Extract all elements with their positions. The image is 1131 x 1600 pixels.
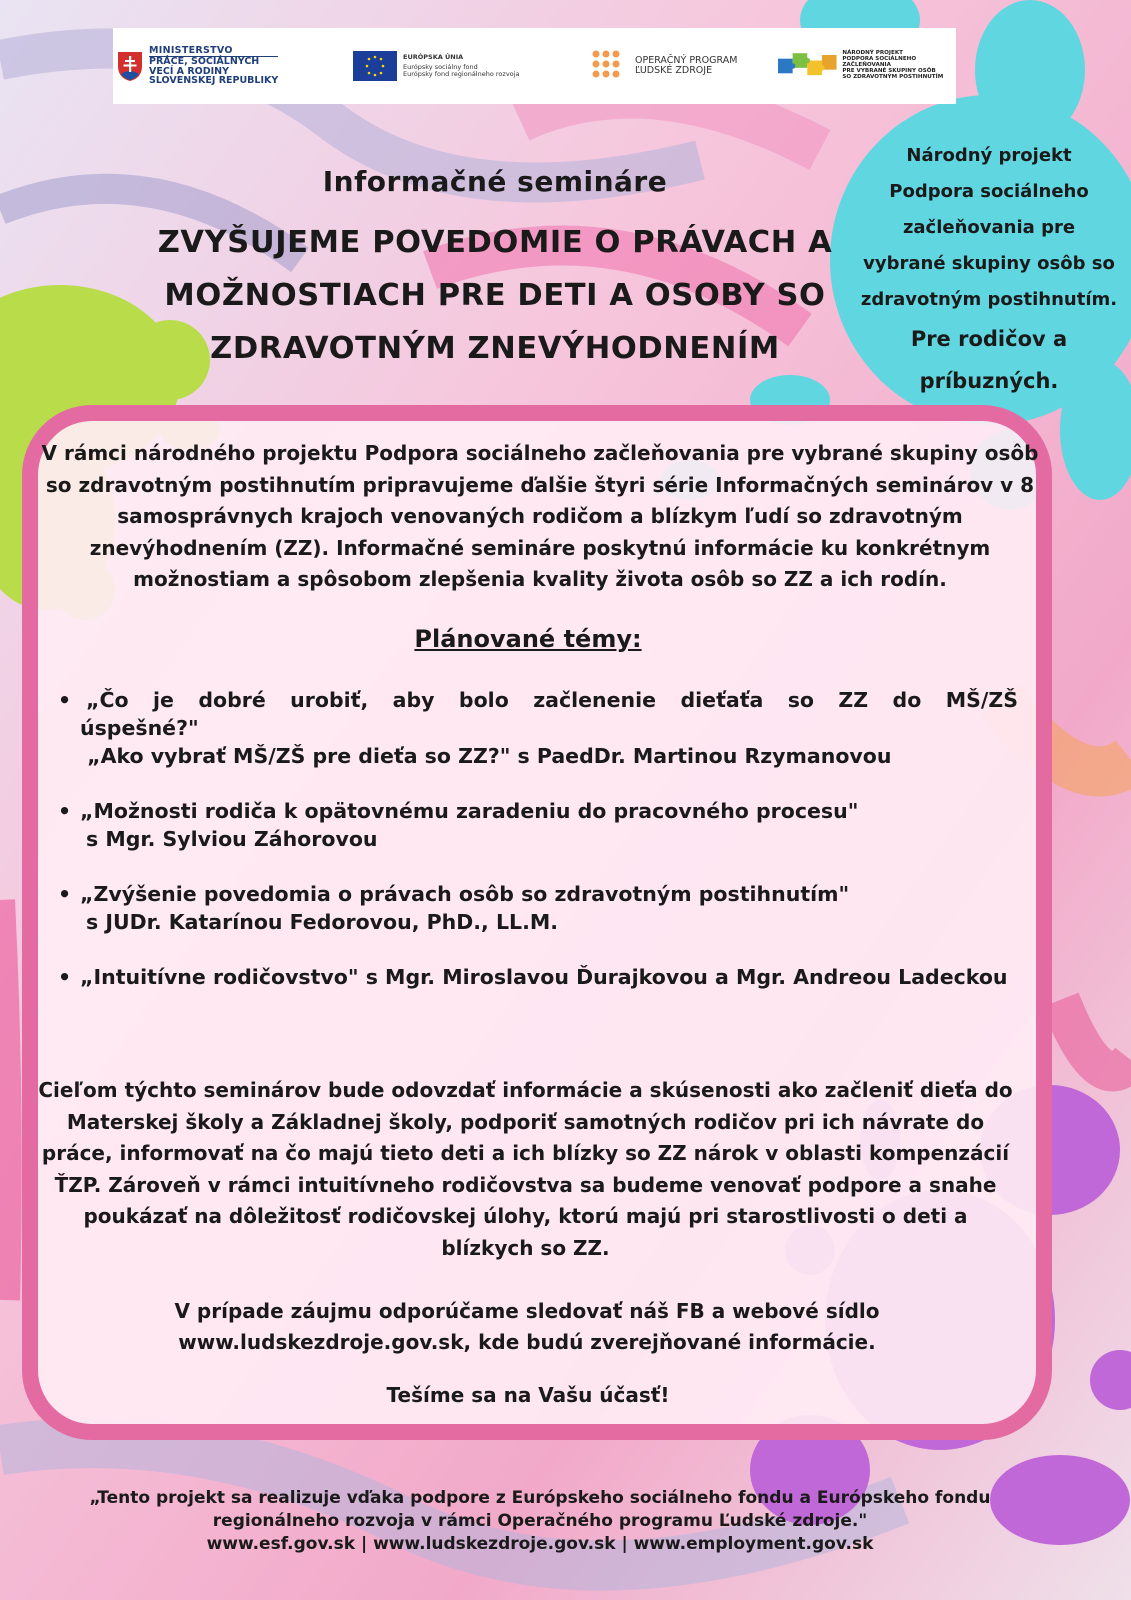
logo-line: NÁRODNÝ PROJEKT: [842, 50, 903, 57]
note-line: Národný projekt: [906, 145, 1072, 166]
np-logo: [778, 28, 956, 104]
title-line: ZDRAVOTNÝM ZNEVÝHODNENÍM: [210, 331, 780, 366]
topic-line: úspešné?": [80, 716, 199, 740]
logo-line: VECÍ A RODINY: [149, 65, 229, 77]
logo-line: Európsky sociálny fond: [403, 63, 478, 72]
footer-line: „Tento projekt sa realizuje vďaka podpore z Európskeho sociálneho fondu a Európskeho fondu: [89, 1488, 991, 1508]
note-line: Podpora sociálneho: [889, 181, 1089, 202]
topic-line: „Ako vybrať MŠ/ZŠ pre dieťa so ZZ?" s PaedDr. Martinou Rzymanovou: [80, 744, 892, 768]
note-line: Pre rodičov a: [910, 327, 1068, 351]
topic-line: s Mgr. Sylviou Záhorovou: [86, 827, 378, 851]
project-note: [858, 138, 1120, 402]
logo-line: MINISTERSTVO: [149, 46, 278, 57]
greeting: Tešíme sa na Vašu účasť!: [386, 1383, 670, 1407]
eu-logo: [353, 28, 519, 104]
intro-paragraph: V rámci národného projektu Podpora sociálneho začleňovania pre vybrané skupiny osôb so zdravotným postihnutím pripravujeme ďalšie štyri série Informačných seminárov v 8 samosprávnych krajoch venovaných rodičom a blízkym ľudí so zdravotným znevýhodnením (ZZ). Informačné semináre poskytnú informácie ku konkrétnym možnostiam a spôsobom zlepšenia kvality života osôb so ZZ a ich rodín.: [41, 441, 1039, 591]
logo-line: ĽUDSKÉ ZDROJE: [635, 65, 713, 76]
topic-line: s JUDr. Katarínou Fedorovou, PhD., LL.M.: [86, 910, 559, 934]
topic-line: • „Čo je dobré urobiť, aby bolo začlenenie dieťaťa so ZZ do MŠ/ZŠ: [86, 688, 1018, 712]
slovak-coat-of-arms-icon: [117, 50, 143, 82]
footer-line: regionálneho rozvoja v rámci Operačného programu Ľudské zdroje.": [212, 1511, 868, 1531]
logo-line: SO ZDRAVOTNÝM POSTIHNUTÍM: [842, 73, 944, 80]
note-line: začleňovania pre: [902, 217, 1076, 238]
note-line: príbuzných.: [919, 369, 1059, 393]
topic-line: • „Možnosti rodiča k opätovnému zaradeniu do pracovného procesu": [80, 799, 859, 823]
footer-links: www.esf.gov.sk | www.ludskezdroje.gov.sk | www.employment.gov.sk: [206, 1534, 874, 1554]
puzzle-icon: [778, 48, 838, 84]
list-item: [58, 797, 1018, 853]
header: [130, 165, 860, 375]
list-item: [58, 880, 1018, 936]
logo-strip: [113, 28, 956, 104]
logo-line: SLOVENSKEJ REPUBLIKY: [149, 75, 279, 87]
note-line: vybrané skupiny osôb so: [863, 253, 1115, 274]
logo-line: EURÓPSKA ÚNIA: [403, 53, 464, 62]
logo-line: Európsky fond regionálneho rozvoja: [403, 69, 520, 78]
page-title: [130, 216, 860, 375]
dots-grid-icon: [591, 49, 625, 83]
topics-list: [58, 686, 1018, 1018]
logo-line: OPERAČNÝ PROGRAM: [635, 55, 738, 67]
note-line: zdravotným postihnutím.: [860, 289, 1118, 310]
topic-line: • „Intuitívne rodičovstvo" s Mgr. Miroslavou Ďurajkovou a Mgr. Andreou Ladeckou: [80, 965, 1008, 989]
footer: [60, 1487, 1020, 1556]
logo-line: PODPORA SOCIÁLNEHO ZAČLEŇOVANIA: [842, 56, 917, 69]
subtitle: Informačné semináre: [322, 165, 668, 198]
op-logo: [591, 28, 737, 104]
contact-paragraph: V prípade záujmu odporúčame sledovať náš FB a webové sídlo www.ludskezdroje.gov.sk, kde budú zverejňované informácie.: [174, 1299, 880, 1354]
title-line: ZVYŠUJEME POVEDOMIE O PRÁVACH A: [157, 225, 833, 260]
logo-line: PRE VYBRANÉ SKUPINY OSÔB: [842, 67, 936, 74]
ministry-logo: [117, 28, 278, 104]
list-item: [58, 963, 1018, 991]
topic-line: • „Zvýšenie povedomia o právach osôb so zdravotným postihnutím": [80, 882, 850, 906]
title-line: MOŽNOSTIACH PRE DETI A OSOBY SO: [164, 278, 826, 313]
list-item: [58, 686, 1018, 770]
eu-flag-icon: [353, 51, 397, 81]
topics-heading: Plánované témy:: [414, 625, 642, 653]
closing-paragraph: Cieľom týchto seminárov bude odovzdať informácie a skúsenosti ako začleniť dieťa do Materskej školy a Základnej školy, podporiť samotných rodičov pri ich návrate do práce, informovať na čo majú tieto deti a ich blízky so ZZ nárok v oblasti kompenzácií ŤZP. Zároveň v rámci intuitívneho rodičovstva sa budeme venovať podpore a snahe poukázať na dôležitosť rodičovskej úlohy, ktorú majú pri starostlivosti o deti a blízkych so ZZ.: [38, 1078, 1013, 1260]
logo-line: PRÁCE, SOCIÁLNYCH: [149, 55, 260, 67]
